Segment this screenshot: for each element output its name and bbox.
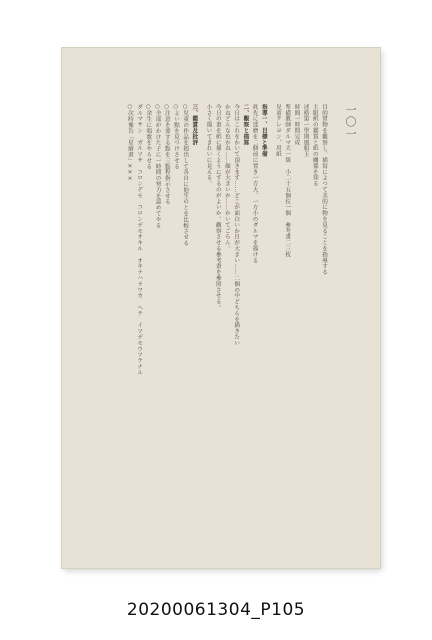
text-column: ○次時豫告「星繪畫」×××: [126, 104, 133, 183]
text-column: かねどんな色かね……顏が大きいか……かいてごらん。: [223, 104, 230, 252]
text-column: ○兒童の作品を掲出して各自に他生のとを比較させる: [182, 104, 189, 246]
text-column: 主眼紙の鑑賞と紙の關係を知る: [311, 104, 318, 187]
document-page: [62, 48, 380, 568]
text-column: ○全部がかけた子に一時間の努力を認めてやる: [154, 104, 161, 229]
text-column: 今日はこれをかいて頂きます……どこが面白いか目が大きい……二個の中どちらを描きたい: [233, 104, 240, 346]
text-column: 時間一時間完成: [293, 104, 300, 146]
text-column: ○余生に唱歌をやらせる: [145, 104, 152, 170]
text-column: 準備教師ダルマ大一箇 小二十五個位一個 參考畫二三枚: [284, 104, 291, 258]
text-column: ○よい點を見つけさせる: [172, 104, 179, 170]
text-column: 三、鑑賞及批評: [191, 104, 198, 146]
text-column: ダルマサン ガルツサ コロンデモ コロンデモオキル オキナハラワカ ヘテ イツデモウツテナル: [136, 104, 143, 376]
page-number: 一〇一: [344, 104, 357, 140]
body-text: [125, 104, 328, 544]
image-caption: 20200061304_P105: [126, 600, 306, 620]
text-column: 指導一、目標と準備: [260, 104, 267, 158]
text-column: 目的實物を觀察し、描寫によつて美的に物を見ることを指導する: [321, 104, 327, 276]
text-column: 眞先に達磨を二個前に置き一方大、一方小のダルマを描ける: [251, 104, 258, 264]
text-column: 二、觀察と描寫: [242, 104, 249, 146]
text-column: 兒童クレヨン、用紙: [274, 104, 281, 158]
text-column: 述格第一學期風船玉: [302, 104, 309, 158]
text-column: ○注意を要する點を三點程指示させる: [163, 104, 170, 205]
text-column: 小さく描いてきれいに見える。: [205, 104, 212, 187]
text-column: [268, 104, 273, 544]
text-column: 今日の畫を紙に描くようにするのがよいか。觀察させる參考畫を參照させる。: [214, 104, 221, 311]
